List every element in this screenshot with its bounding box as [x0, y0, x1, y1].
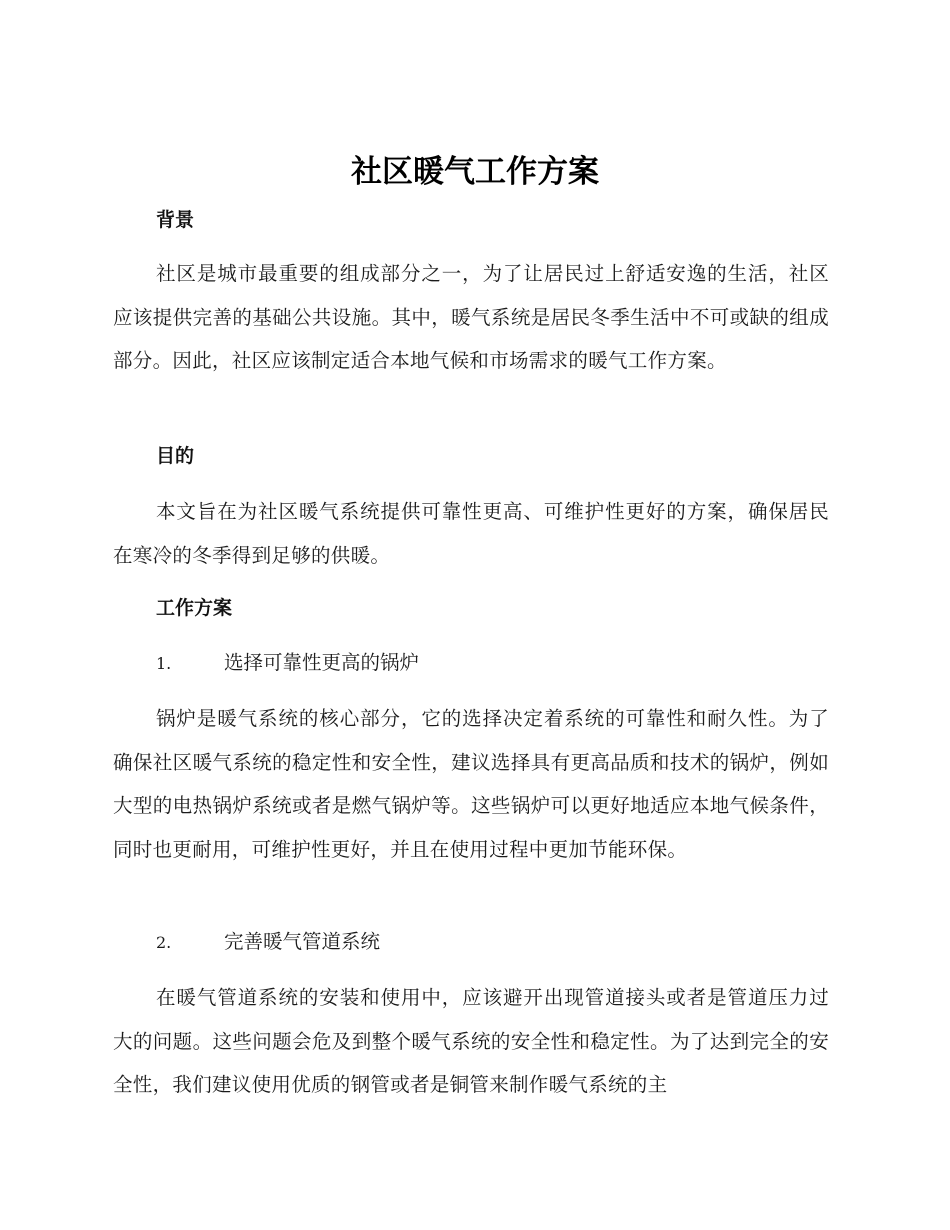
list-item-2 [156, 927, 380, 958]
paragraph-background: 社区是城市最重要的组成部分之一，为了让居民过上舒适安逸的生活，社区应该提供完善的基础公共设施。其中，暖气系统是居民冬季生活中不可或缺的组成部分。因此，社区应该制定适合本地气候和市场需求的暖气工作方案。 [113, 262, 829, 372]
paragraph-purpose: 本文旨在为社区暖气系统提供可靠性更高、可维护性更好的方案，确保居民在寒冷的冬季得到足够的供暖。 [113, 500, 829, 567]
document-title: 社区暖气工作方案 [351, 154, 599, 190]
list-number: 1. [156, 654, 172, 673]
list-number: 2. [156, 933, 172, 952]
paragraph-pipes: 在暖气管道系统的安装和使用中，应该避开出现管道接头或者是管道压力过大的问题。这些问题会危及到整个暖气系统的安全性和稳定性。为了达到完全的安全性，我们建议使用优质的钢管或者是铜管来制作暖气系统的主 [113, 986, 829, 1096]
list-item-title: 选择可靠性更高的锅炉 [224, 651, 420, 674]
section-heading-purpose: 目的 [156, 445, 195, 467]
section-heading-plan: 工作方案 [156, 597, 233, 619]
list-item-title: 完善暖气管道系统 [224, 930, 381, 953]
list-item-1 [156, 648, 419, 679]
paragraph-boiler: 锅炉是暖气系统的核心部分，它的选择决定着系统的可靠性和耐久性。为了确保社区暖气系统的稳定性和安全性，建议选择具有更高品质和技术的锅炉，例如大型的电热锅炉系统或者是燃气锅炉等。这些锅炉可以更好地适应本地气候条件，同时也更耐用，可维护性更好，并且在使用过程中更加节能环保。 [113, 707, 829, 861]
section-heading-background: 背景 [156, 209, 195, 231]
